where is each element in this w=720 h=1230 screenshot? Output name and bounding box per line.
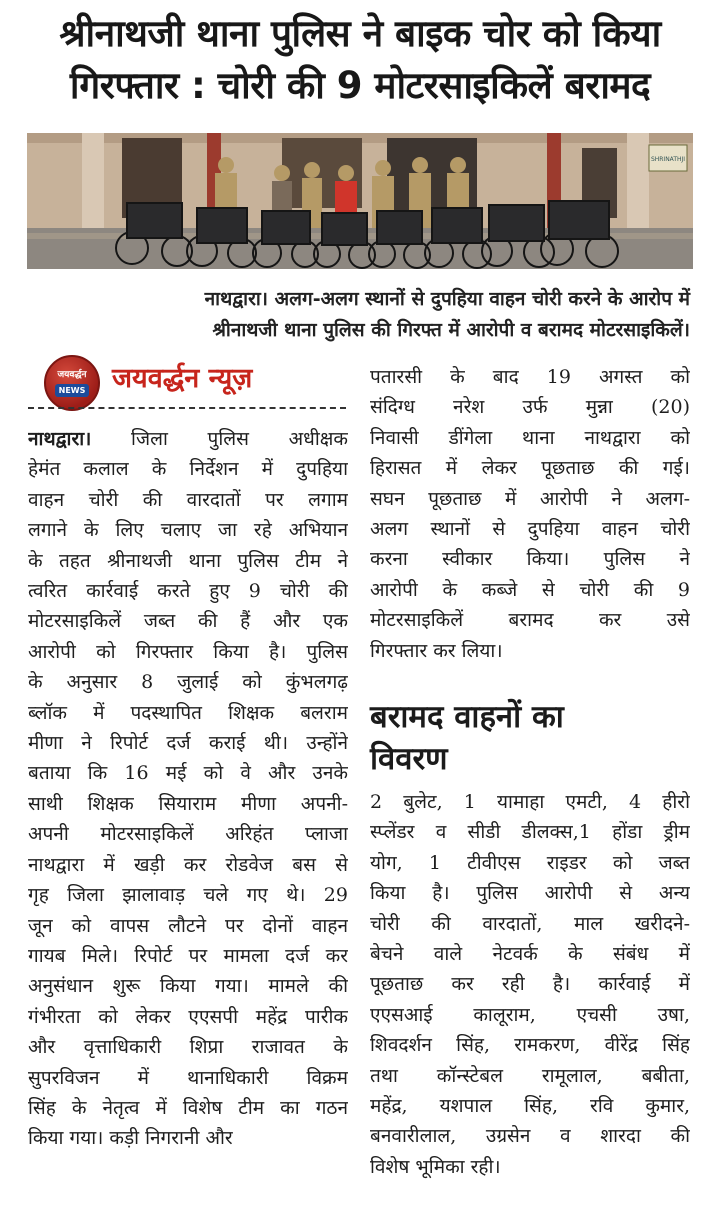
section-subhead	[370, 696, 564, 780]
text-line: विशेष भूमिका रही।	[370, 1155, 501, 1178]
headline-line-2: गिरफ्तार : चोरी की 9 मोटरसाइकिलें बरामद	[69, 64, 651, 107]
headline-line-1: श्रीनाथजी थाना पुलिस ने बाइक चोर को किया	[59, 12, 661, 55]
left-column-first-line	[28, 424, 348, 454]
text-line: सिंह के नेतृत्व में विशेष टीम का गठन	[28, 1096, 348, 1119]
text-line: किया गया। कड़ी निगरानी और	[28, 1127, 233, 1150]
news-photo	[27, 133, 693, 269]
text-line: सुपरविजन में थानाधिकारी विक्रम	[28, 1066, 348, 1089]
text-line: गृह जिला झालावाड़ चले गए थे। 29	[28, 884, 348, 907]
dateline: नाथद्वारा।	[28, 428, 92, 450]
text-line: ब्लॉक में पदस्थापित शिक्षक बलराम	[28, 701, 348, 724]
text-line: योग, 1 टीवीएस राइडर को जब्त	[370, 851, 690, 874]
text-line: के तहत श्रीनाथजी थाना पुलिस टीम ने	[28, 549, 348, 572]
text-line: एएसआई कालूराम, एचसी उषा,	[370, 1003, 690, 1026]
text-line: गिरफ्तार कर लिया।	[370, 639, 503, 662]
brand-divider	[28, 407, 346, 409]
text-line: स्प्लेंडर व सीडी डीलक्स,1 होंडा ड्रीम	[370, 821, 690, 844]
subhead-line-2: विवरण	[370, 741, 448, 777]
text-line: अनुसंधान शुरू किया गया। मामले की	[28, 975, 348, 998]
photo-caption	[30, 284, 690, 346]
text-line: बेचने वाले नेटवर्क के संबंध में	[370, 943, 690, 966]
text-line: सघन पूछताछ में आरोपी ने अलग-	[370, 487, 690, 510]
text-line: 2 बुलेट, 1 यामाहा एमटी, 4 हीरो	[370, 791, 690, 813]
left-column	[28, 424, 348, 1154]
caption-line-2: श्रीनाथजी थाना पुलिस की गिरफ्त में आरोपी व बरामद मोटरसाइकिलें।	[212, 319, 690, 341]
text-line: जून को वापस लौटने पर दोनों वाहन	[28, 914, 348, 937]
brand-name: जयवर्द्धन न्यूज़	[112, 363, 253, 394]
text-line: शिवदर्शन सिंह, रामकरण, वीरेंद्र सिंह	[370, 1034, 690, 1057]
right-column-bottom	[370, 787, 690, 1182]
text-line: त्वरित कार्रवाई करते हुए 9 चोरी की	[28, 580, 348, 603]
text-line: गंभीरता को लेकर एएसपी महेंद्र पारीक	[28, 1005, 348, 1028]
jaivardhan-logo-icon	[44, 355, 100, 411]
text-line: करना स्वीकार किया। पुलिस ने	[370, 548, 690, 571]
text-line: गायब मिले। रिपोर्ट पर मामला दर्ज कर	[28, 944, 348, 967]
text-line: पतारसी के बाद 19 अगस्त को	[370, 366, 690, 388]
first-line-text: जिला पुलिस अधीक्षक	[131, 428, 348, 450]
text-line: के अनुसार 8 जुलाई को कुंभलगढ़	[28, 671, 348, 694]
logo-text: जयवर्द्धन	[57, 370, 87, 380]
text-line: तथा कॉन्स्टेबल रामूलाल, बबीता,	[370, 1064, 690, 1087]
subhead-line-1: बरामद वाहनों का	[370, 699, 564, 735]
text-line: अलग स्थानों से दुपहिया वाहन चोरी	[370, 518, 690, 541]
text-line: किया है। पुलिस आरोपी से अन्य	[370, 882, 690, 905]
text-line: आरोपी के कब्जे से चोरी की 9	[370, 578, 690, 601]
text-line: मोटरसाइकिलें बरामद कर उसे	[370, 609, 690, 632]
text-line: हिरासत में लेकर पूछताछ की गई।	[370, 457, 690, 480]
text-line: महेंद्र, यशपाल सिंह, रवि कुमार,	[370, 1095, 690, 1118]
text-line: साथी शिक्षक सियाराम मीणा अपनी-	[28, 792, 348, 815]
text-line: लगाने के लिए चलाए जा रहे अभियान	[28, 519, 348, 542]
text-line: मीणा ने रिपोर्ट दर्ज कराई थी। उन्होंने	[28, 732, 348, 755]
text-line: हेमंत कलाल के निर्देशन में दुपहिया	[28, 458, 348, 481]
text-line: पूछताछ कर रही है। कार्रवाई में	[370, 973, 690, 996]
text-line: और वृत्ताधिकारी शिप्रा राजावत के	[28, 1036, 348, 1059]
text-line: संदिग्ध नरेश उर्फ मुन्ना (20)	[370, 396, 690, 419]
photo-illustration	[27, 133, 693, 269]
text-line: वाहन चोरी की वारदातों पर लगाम	[28, 488, 348, 511]
text-line: बनवारीलाल, उग्रसेन व शारदा की	[370, 1125, 690, 1148]
headline	[0, 8, 720, 112]
text-line: मोटरसाइकिलें जब्त की हैं और एक	[28, 610, 348, 633]
right-column-top	[370, 362, 690, 666]
text-line: बताया कि 16 मई को वे और उनके	[28, 762, 348, 785]
caption-line-1: नाथद्वारा। अलग-अलग स्थानों से दुपहिया वाहन चोरी करने के आरोप में	[204, 288, 690, 310]
text-line: नाथद्वारा में खड़ी कर रोडवेज बस से	[28, 853, 348, 876]
sign-text: SHRINATHJI	[650, 156, 686, 163]
text-line: निवासी डींगेला थाना नाथद्वारा को	[370, 426, 690, 449]
text-line: अपनी मोटरसाइकिलें अरिहंत प्लाजा	[28, 823, 348, 846]
text-line: आरोपी को गिरफ्तार किया है। पुलिस	[28, 640, 348, 663]
logo-badge: NEWS	[55, 384, 89, 397]
text-line: चोरी की वारदातों, माल खरीदने-	[370, 912, 690, 935]
